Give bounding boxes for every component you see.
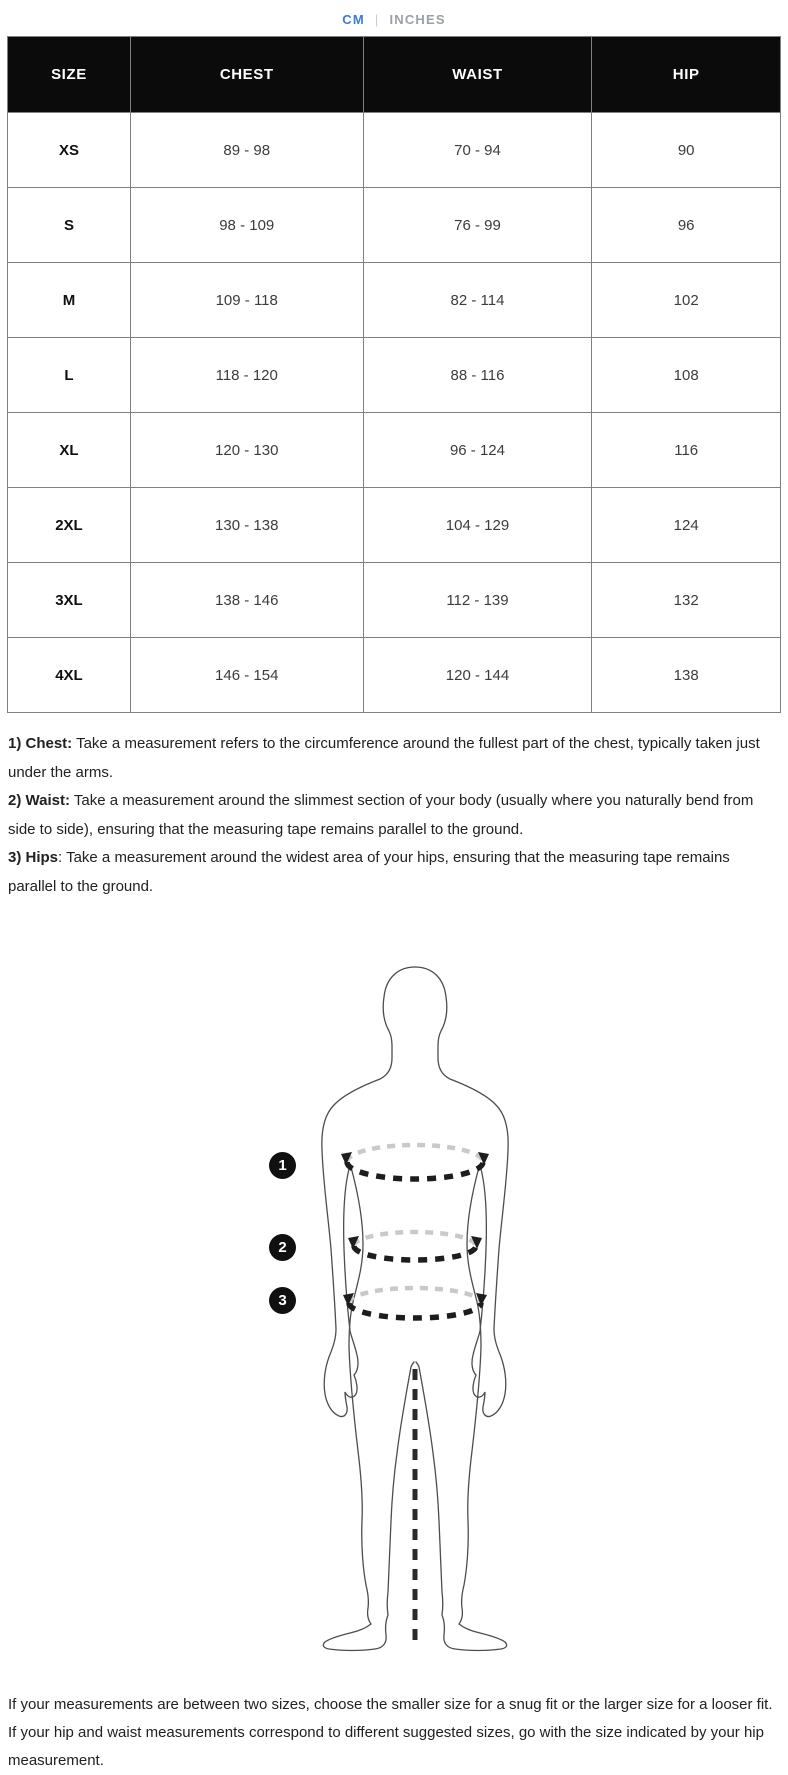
column-header-chest: CHEST — [130, 37, 363, 113]
hip-cell: 138 — [592, 638, 781, 713]
size-table-body — [8, 113, 781, 713]
instruction-item-3: 3) Hips: Take a measurement around the widest area of your hips, ensuring that the measuring tape remains parallel to the ground. — [8, 849, 730, 895]
hip-cell: 116 — [592, 413, 781, 488]
size-cell: 3XL — [8, 563, 131, 638]
table-row — [8, 113, 781, 188]
body-measurement-diagram — [0, 901, 788, 1671]
unit-toggle-inches[interactable]: INCHES — [389, 12, 446, 27]
size-table — [7, 36, 781, 713]
table-row — [8, 638, 781, 713]
marker-1-badge: 1 — [269, 1152, 296, 1179]
unit-toggle — [0, 0, 788, 36]
column-header-hip: HIP — [592, 37, 781, 113]
chest-cell: 138 - 146 — [130, 563, 363, 638]
chest-cell: 120 - 130 — [130, 413, 363, 488]
waist-cell: 88 - 116 — [363, 338, 592, 413]
hip-cell: 102 — [592, 263, 781, 338]
waist-cell: 104 - 129 — [363, 488, 592, 563]
table-row — [8, 188, 781, 263]
sizing-advice-note: If your measurements are between two sizes, choose the smaller size for a snug fit or the larger size for a looser fit. If your hip and waist measurements correspond to different suggested sizes, go with the size indicated by your hip measurement. — [8, 1696, 773, 1769]
size-cell: XL — [8, 413, 131, 488]
instruction-item-1: 1) Chest: Take a measurement refers to the circumference around the fullest part of the chest, typically taken just under the arms. — [8, 735, 760, 781]
table-row — [8, 263, 781, 338]
hip-cell: 90 — [592, 113, 781, 188]
hip-cell: 108 — [592, 338, 781, 413]
hip-cell: 132 — [592, 563, 781, 638]
measurement-instructions — [8, 730, 780, 901]
waist-cell: 112 - 139 — [363, 563, 592, 638]
column-header-waist: WAIST — [363, 37, 592, 113]
chest-cell: 109 - 118 — [130, 263, 363, 338]
table-row — [8, 338, 781, 413]
size-cell: 2XL — [8, 488, 131, 563]
waist-cell: 70 - 94 — [363, 113, 592, 188]
chest-cell: 130 - 138 — [130, 488, 363, 563]
size-cell: S — [8, 188, 131, 263]
chest-cell: 118 - 120 — [130, 338, 363, 413]
chest-tape-ellipse — [341, 1145, 489, 1179]
size-table-header-row — [8, 37, 781, 113]
waist-cell: 82 - 114 — [363, 263, 592, 338]
size-cell: 4XL — [8, 638, 131, 713]
instruction-item-2: 2) Waist: Take a measurement around the slimmest section of your body (usually where you naturally bend from side to side), ensuring that the measuring tape remains parallel to the ground. — [8, 792, 754, 838]
marker-2-badge: 2 — [269, 1234, 296, 1261]
chest-cell: 146 - 154 — [130, 638, 363, 713]
waist-cell: 96 - 124 — [363, 413, 592, 488]
table-row — [8, 413, 781, 488]
table-row — [8, 488, 781, 563]
waist-cell: 120 - 144 — [363, 638, 592, 713]
size-cell: XS — [8, 113, 131, 188]
marker-3-badge: 3 — [269, 1287, 296, 1314]
body-figure-svg — [0, 901, 788, 1671]
hip-cell: 124 — [592, 488, 781, 563]
hip-cell: 96 — [592, 188, 781, 263]
column-header-size: SIZE — [8, 37, 131, 113]
waist-cell: 76 - 99 — [363, 188, 592, 263]
hip-tape-ellipse — [343, 1288, 487, 1318]
size-cell: M — [8, 263, 131, 338]
unit-toggle-cm[interactable]: CM — [342, 12, 365, 27]
size-table-header — [8, 37, 781, 113]
waist-tape-ellipse — [348, 1232, 482, 1260]
chest-cell: 89 - 98 — [130, 113, 363, 188]
size-cell: L — [8, 338, 131, 413]
chest-cell: 98 - 109 — [130, 188, 363, 263]
unit-toggle-divider: | — [374, 12, 380, 27]
table-row — [8, 563, 781, 638]
